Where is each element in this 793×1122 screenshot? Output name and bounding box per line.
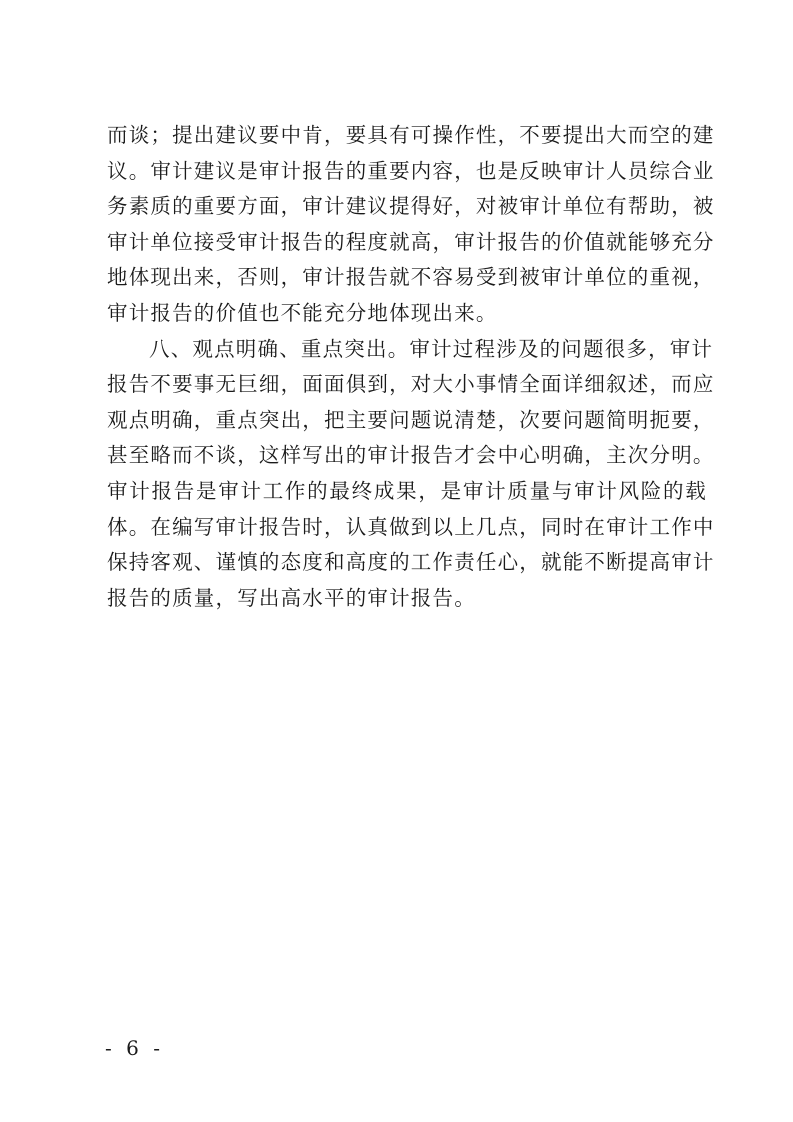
body-text (107, 118, 715, 616)
text-line: 务素质的重要方面，审计建议提得好，对被审计单位有帮助，被 (107, 194, 715, 219)
text-line: 报告的质量，写出高水平的审计报告。 (107, 585, 476, 610)
text-line: 而谈；提出建议要中肯，要具有可操作性，不要提出大而空的建 (107, 123, 715, 147)
text-line: 地体现出来，否则，审计报告就不容易受到被审计单位的重视， (107, 265, 715, 290)
page-number: - 6 - (105, 1036, 164, 1060)
text-line: 议。审计建议是审计报告的重要内容，也是反映审计人员综合业 (107, 158, 715, 183)
text-line: 保持客观、谨慎的态度和高度的工作责任心，就能不断提高审计 (107, 550, 715, 575)
text-line: 甚至略而不谈，这样写出的审计报告才会中心明确，主次分明。 (107, 443, 715, 468)
text-line: 观点明确，重点突出，把主要问题说清楚，次要问题简明扼要， (107, 407, 715, 432)
section-heading-line: 八、观点明确、重点突出。审计过程涉及的问题很多，审计 (149, 336, 714, 361)
text-line: 体。在编写审计报告时，认真做到以上几点，同时在审计工作中 (107, 514, 715, 539)
text-line: 报告不要事无巨细，面面俱到，对大小事情全面详细叙述，而应 (107, 372, 715, 397)
text-line: 审计报告是审计工作的最终成果，是审计质量与审计风险的载 (107, 478, 707, 503)
text-line: 审计单位接受审计报告的程度就高，审计报告的价值就能够充分 (107, 229, 715, 254)
text-line: 审计报告的价值也不能充分地体现出来。 (107, 300, 498, 325)
